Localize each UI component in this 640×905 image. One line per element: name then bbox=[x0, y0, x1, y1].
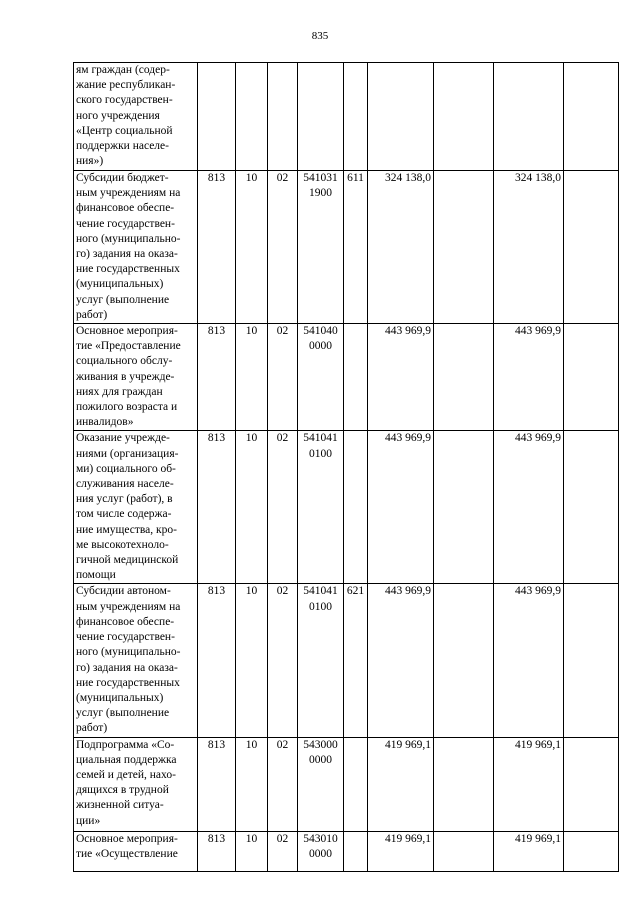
target-article-cell: 541041 0100 bbox=[298, 584, 344, 737]
subsection-code-cell: 02 bbox=[268, 324, 298, 431]
ministry-code-cell: 813 bbox=[198, 324, 236, 431]
row-name-cell: ям граждан (содер- жание республикан- ского государствен- ного учреждения «Центр социальной поддержки населе- ния») bbox=[74, 63, 198, 171]
target-article-cell: 541040 0000 bbox=[298, 324, 344, 431]
section-code-cell: 10 bbox=[236, 737, 268, 831]
table-row bbox=[74, 171, 619, 324]
section-code-cell bbox=[236, 63, 268, 171]
amount-cell bbox=[368, 63, 434, 171]
subsection-code-cell bbox=[268, 63, 298, 171]
table-row bbox=[74, 324, 619, 431]
row-name-cell: Основное мероприя- тие «Осуществление bbox=[74, 831, 198, 871]
target-article-cell: 543000 0000 bbox=[298, 737, 344, 831]
amount-cell: 419 969,1 bbox=[368, 831, 434, 871]
expense-type-cell bbox=[344, 831, 368, 871]
total-amount-cell: 443 969,9 bbox=[494, 584, 564, 737]
last-column-cell bbox=[564, 171, 619, 324]
row-name-cell: Оказание учрежде- ниями (организация- ми) социального об- служивания населе- ния услуг (работ), в том числе содержа- ние имущества, кро- ме высокотехноло- гичной медицинской помощи bbox=[74, 431, 198, 584]
ministry-code-cell: 813 bbox=[198, 584, 236, 737]
extra-amount-cell bbox=[434, 584, 494, 737]
subsection-code-cell: 02 bbox=[268, 431, 298, 584]
total-amount-cell: 419 969,1 bbox=[494, 737, 564, 831]
amount-cell: 443 969,9 bbox=[368, 431, 434, 584]
last-column-cell bbox=[564, 324, 619, 431]
last-column-cell bbox=[564, 431, 619, 584]
subsection-code-cell: 02 bbox=[268, 584, 298, 737]
ministry-code-cell: 813 bbox=[198, 737, 236, 831]
last-column-cell bbox=[564, 831, 619, 871]
subsection-code-cell: 02 bbox=[268, 171, 298, 324]
section-code-cell: 10 bbox=[236, 324, 268, 431]
table-row bbox=[74, 63, 619, 171]
row-name-cell: Субсидии автоном- ным учреждениям на финансовое обеспе- чение государствен- ного (муниципально- го) задания на оказа- ние государственных (муниципальных) услуг (выполнение работ) bbox=[74, 584, 198, 737]
expense-type-cell: 611 bbox=[344, 171, 368, 324]
subsection-code-cell: 02 bbox=[268, 737, 298, 831]
amount-cell: 443 969,9 bbox=[368, 324, 434, 431]
amount-cell: 324 138,0 bbox=[368, 171, 434, 324]
extra-amount-cell bbox=[434, 324, 494, 431]
amount-cell: 443 969,9 bbox=[368, 584, 434, 737]
ministry-code-cell: 813 bbox=[198, 831, 236, 871]
extra-amount-cell bbox=[434, 831, 494, 871]
target-article-cell: 543010 0000 bbox=[298, 831, 344, 871]
table-row bbox=[74, 584, 619, 737]
subsection-code-cell: 02 bbox=[268, 831, 298, 871]
ministry-code-cell: 813 bbox=[198, 171, 236, 324]
expense-type-cell: 621 bbox=[344, 584, 368, 737]
budget-table bbox=[73, 62, 619, 872]
table-row bbox=[74, 431, 619, 584]
expense-type-cell bbox=[344, 63, 368, 171]
section-code-cell: 10 bbox=[236, 831, 268, 871]
section-code-cell: 10 bbox=[236, 431, 268, 584]
expense-type-cell bbox=[344, 431, 368, 584]
extra-amount-cell bbox=[434, 171, 494, 324]
target-article-cell: 541031 1900 bbox=[298, 171, 344, 324]
row-name-cell: Основное мероприя- тие «Предоставление социального обслу- живания в учрежде- ниях для граждан пожилого возраста и инвалидов» bbox=[74, 324, 198, 431]
last-column-cell bbox=[564, 63, 619, 171]
last-column-cell bbox=[564, 584, 619, 737]
total-amount-cell: 443 969,9 bbox=[494, 324, 564, 431]
total-amount-cell: 324 138,0 bbox=[494, 171, 564, 324]
last-column-cell bbox=[564, 737, 619, 831]
total-amount-cell: 443 969,9 bbox=[494, 431, 564, 584]
table-row bbox=[74, 737, 619, 831]
row-name-cell: Субсидии бюджет- ным учреждениям на финансовое обеспе- чение государствен- ного (муниципально- го) задания на оказа- ние государственных (муниципальных) услуг (выполнение работ) bbox=[74, 171, 198, 324]
expense-type-cell bbox=[344, 324, 368, 431]
target-article-cell bbox=[298, 63, 344, 171]
table-body bbox=[74, 63, 619, 872]
extra-amount-cell bbox=[434, 63, 494, 171]
target-article-cell: 541041 0100 bbox=[298, 431, 344, 584]
extra-amount-cell bbox=[434, 737, 494, 831]
total-amount-cell bbox=[494, 63, 564, 171]
section-code-cell: 10 bbox=[236, 171, 268, 324]
ministry-code-cell: 813 bbox=[198, 431, 236, 584]
page-number: 835 bbox=[311, 30, 329, 42]
expense-type-cell bbox=[344, 737, 368, 831]
amount-cell: 419 969,1 bbox=[368, 737, 434, 831]
section-code-cell: 10 bbox=[236, 584, 268, 737]
ministry-code-cell bbox=[198, 63, 236, 171]
extra-amount-cell bbox=[434, 431, 494, 584]
table-row bbox=[74, 831, 619, 871]
row-name-cell: Подпрограмма «Со- циальная поддержка семей и детей, нахо- дящихся в трудной жизненной ситуа- ции» bbox=[74, 737, 198, 831]
total-amount-cell: 419 969,1 bbox=[494, 831, 564, 871]
